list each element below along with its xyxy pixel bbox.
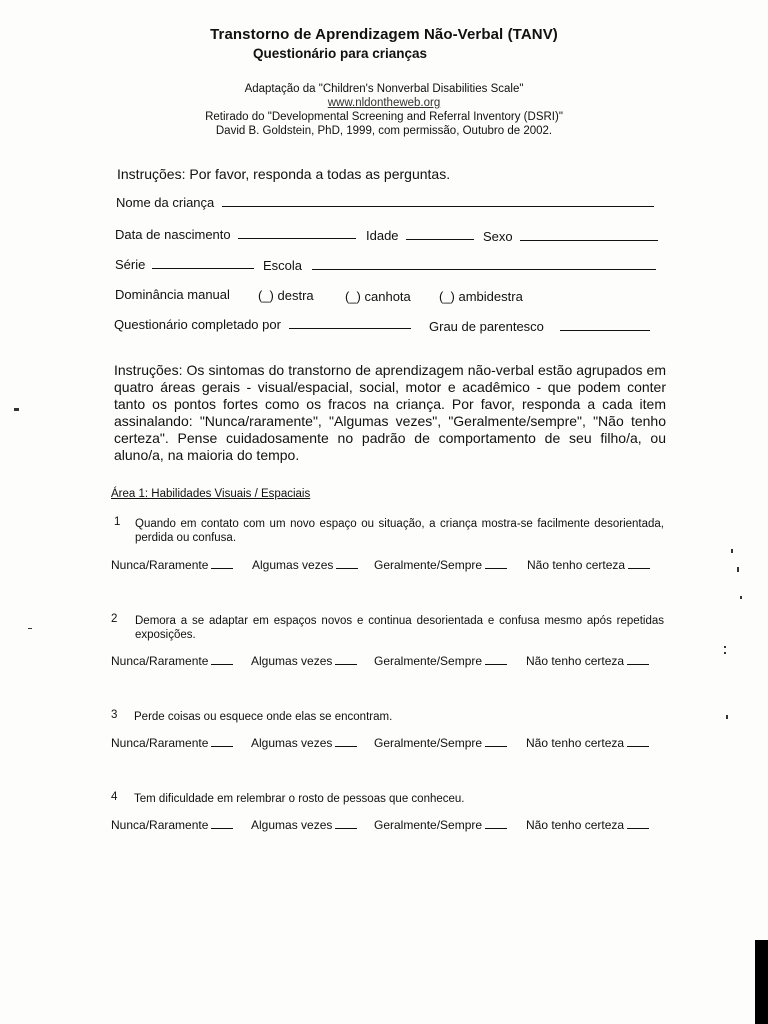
q3-nunca-blank[interactable] xyxy=(211,736,233,747)
q2-geralmente-blank[interactable] xyxy=(485,654,507,665)
q1-naosei-label: Não tenho certeza xyxy=(527,558,626,572)
q2-geralmente-option[interactable] xyxy=(374,654,507,668)
instructions-short: Instruções: Por favor, responda a todas as perguntas. xyxy=(117,166,451,182)
q1-geralmente-blank[interactable] xyxy=(485,558,507,569)
sex-field[interactable] xyxy=(483,229,658,244)
question-2-text: Demora a se adaptar em espaços novos e continua desorientada e confusa mesmo após repetidas exposições. xyxy=(135,615,664,641)
scan-speck xyxy=(740,596,742,599)
scan-speck xyxy=(14,408,19,411)
birthdate-label: Data de nascimento xyxy=(115,227,231,242)
school-label: Escola xyxy=(263,258,303,273)
q3-nunca-label: Nunca/Raramente xyxy=(111,736,209,750)
source-url[interactable] xyxy=(0,96,768,110)
question-2-answers xyxy=(0,654,768,670)
question-4-text: Tem dificuldade em relembrar o rosto de pessoas que conheceu. xyxy=(134,793,465,805)
grade-label: Série xyxy=(115,257,146,272)
birthdate-field[interactable] xyxy=(115,227,356,242)
q4-nunca-blank[interactable] xyxy=(211,818,233,829)
q2-naosei-blank[interactable] xyxy=(627,654,649,665)
q4-nunca-option[interactable] xyxy=(111,818,233,832)
question-1-text: Quando em contato com um novo espaço ou situação, a criança mostra-se facilmente desorientada, perdida ou confusa. xyxy=(135,518,664,544)
source-author: David B. Goldstein, PhD, 1999, com permissão, Outubro de 2002. xyxy=(215,125,553,137)
scan-speck xyxy=(726,715,728,719)
name-label: Nome da criança xyxy=(116,195,215,210)
q2-nunca-blank[interactable] xyxy=(211,654,233,665)
q2-algumas-blank[interactable] xyxy=(335,654,357,665)
q4-nunca-label: Nunca/Raramente xyxy=(111,818,209,832)
relationship-label: Grau de parentesco xyxy=(429,319,544,334)
handedness-left-option[interactable]: (_) canhota xyxy=(345,289,411,304)
q4-geralmente-blank[interactable] xyxy=(485,818,507,829)
name-field[interactable] xyxy=(116,195,654,210)
instructions-long: Instruções: Os sintomas do transtorno de aprendizagem não-verbal estão agrupados em quatro áreas gerais - visual/espacial, social, motor e acadêmico - que podem conter tanto os pontos fortes como os fracos na criança. Por favor, responda a cada item assinalando: "Nunca/raramente", "Algumas vezes", "Geralmente/sempre", "Não tenho certeza". Pense cuidadosamente no padrão de comportamento de seu filho/a, ou aluno/a, na maioria do tempo. xyxy=(114,362,666,463)
school-line[interactable] xyxy=(312,258,656,270)
q3-nunca-option[interactable] xyxy=(111,736,233,750)
scan-speck xyxy=(28,628,32,629)
q1-algumas-blank[interactable] xyxy=(336,558,358,569)
scan-speck xyxy=(737,567,739,572)
question-3-text: Perde coisas ou esquece onde elas se encontram. xyxy=(134,711,393,723)
document-subtitle: Questionário para crianças xyxy=(252,46,428,61)
question-3-number: 3 xyxy=(111,709,118,721)
q4-algumas-option[interactable] xyxy=(251,818,357,832)
q1-naosei-option[interactable] xyxy=(527,558,650,572)
q2-algumas-option[interactable] xyxy=(251,654,357,668)
q1-algumas-option[interactable] xyxy=(252,558,358,572)
q3-naosei-label: Não tenho certeza xyxy=(526,736,625,750)
completed-by-field[interactable] xyxy=(114,317,411,332)
question-1-answers xyxy=(0,558,768,574)
sex-label: Sexo xyxy=(483,229,513,244)
name-line[interactable] xyxy=(222,195,654,207)
q2-geralmente-label: Geralmente/Sempre xyxy=(374,654,483,668)
question-4-answers xyxy=(0,818,768,834)
q4-algumas-label: Algumas vezes xyxy=(251,818,333,832)
age-field[interactable] xyxy=(366,228,474,243)
q2-naosei-label: Não tenho certeza xyxy=(526,654,625,668)
q4-algumas-blank[interactable] xyxy=(335,818,357,829)
age-label: Idade xyxy=(366,228,399,243)
completed-by-label: Questionário completado por xyxy=(114,317,281,332)
q1-nunca-label: Nunca/Raramente xyxy=(111,558,209,572)
sex-line[interactable] xyxy=(520,229,658,241)
q1-nunca-blank[interactable] xyxy=(211,558,233,569)
area1-heading: Área 1: Habilidades Visuais / Espaciais xyxy=(111,488,311,500)
grade-field[interactable] xyxy=(115,257,254,272)
q1-geralmente-option[interactable] xyxy=(374,558,507,572)
handedness-right-option[interactable]: (_) destra xyxy=(258,288,314,303)
q4-geralmente-option[interactable] xyxy=(374,818,507,832)
q2-algumas-label: Algumas vezes xyxy=(251,654,333,668)
source-url-link[interactable]: www.nldontheweb.org xyxy=(327,97,441,109)
q2-nunca-label: Nunca/Raramente xyxy=(111,654,209,668)
q4-geralmente-label: Geralmente/Sempre xyxy=(374,818,483,832)
q1-geralmente-label: Geralmente/Sempre xyxy=(374,558,483,572)
handedness-ambi-option[interactable]: (_) ambidestra xyxy=(439,289,523,304)
scan-edge-bar xyxy=(755,940,768,1024)
source-dsri: Retirado do "Developmental Screening and Referral Inventory (DSRI)" xyxy=(205,111,563,123)
question-1-number: 1 xyxy=(114,516,121,528)
q4-naosei-label: Não tenho certeza xyxy=(526,818,625,832)
q3-geralmente-option[interactable] xyxy=(374,736,507,750)
q3-naosei-blank[interactable] xyxy=(627,736,649,747)
question-2-number: 2 xyxy=(111,613,118,625)
question-3-answers xyxy=(0,736,768,752)
q4-naosei-blank[interactable] xyxy=(627,818,649,829)
q3-algumas-blank[interactable] xyxy=(335,736,357,747)
q3-naosei-option[interactable] xyxy=(526,736,649,750)
scan-speck xyxy=(731,549,733,553)
scan-speck xyxy=(724,646,726,648)
q3-geralmente-label: Geralmente/Sempre xyxy=(374,736,483,750)
relationship-line[interactable] xyxy=(560,319,650,331)
q4-naosei-option[interactable] xyxy=(526,818,649,832)
birthdate-line[interactable] xyxy=(238,227,356,239)
school-field[interactable] xyxy=(263,258,656,273)
q1-nunca-option[interactable] xyxy=(111,558,233,572)
question-4-number: 4 xyxy=(111,791,118,803)
scan-speck xyxy=(724,652,726,654)
q1-algumas-label: Algumas vezes xyxy=(252,558,334,572)
relationship-field[interactable] xyxy=(429,319,650,334)
source-adaptation: Adaptação da "Children's Nonverbal Disabilities Scale" xyxy=(244,83,524,95)
q3-geralmente-blank[interactable] xyxy=(485,736,507,747)
q3-algumas-label: Algumas vezes xyxy=(251,736,333,750)
q2-nunca-option[interactable] xyxy=(111,654,233,668)
completed-by-line[interactable] xyxy=(289,317,411,329)
handedness-label: Dominância manual xyxy=(115,287,230,302)
grade-line[interactable] xyxy=(152,257,254,269)
q1-naosei-blank[interactable] xyxy=(628,558,650,569)
age-line[interactable] xyxy=(406,228,474,240)
q3-algumas-option[interactable] xyxy=(251,736,357,750)
q2-naosei-option[interactable] xyxy=(526,654,649,668)
document-title: Transtorno de Aprendizagem Não-Verbal (TANV) xyxy=(210,26,558,43)
